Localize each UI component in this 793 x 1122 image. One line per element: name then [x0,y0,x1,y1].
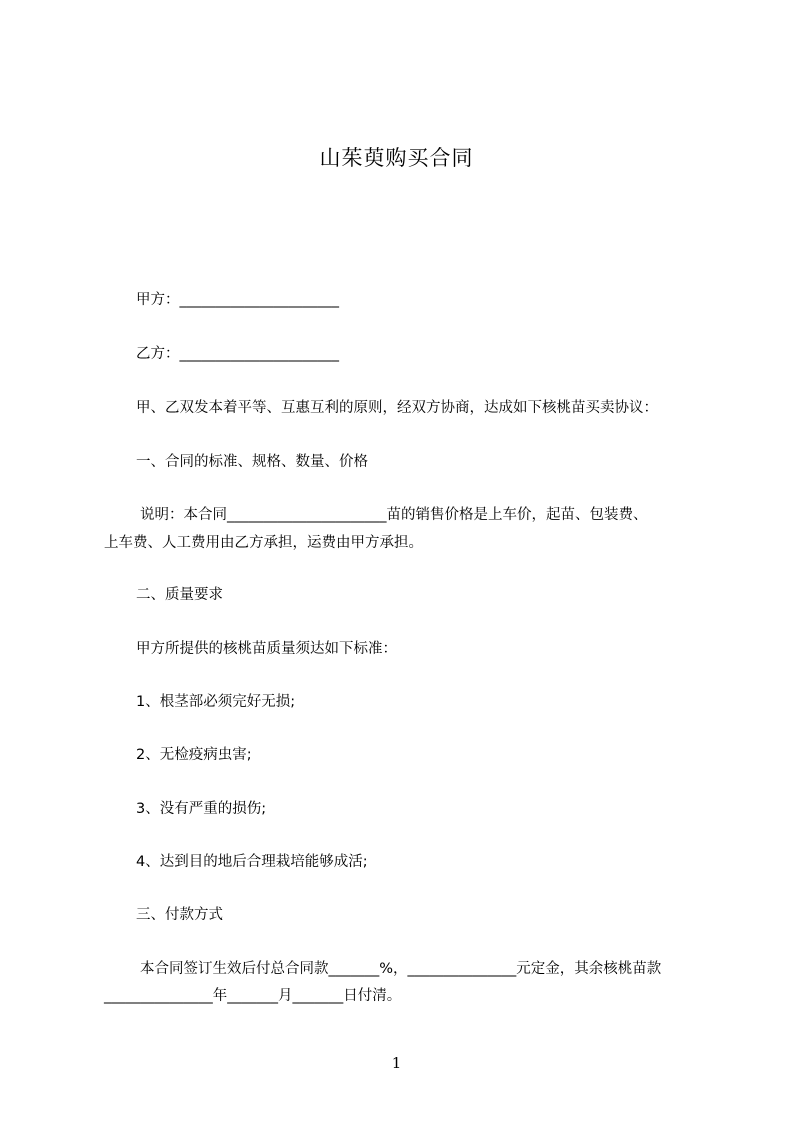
preamble-paragraph: 甲、乙双发本着平等、互惠互利的原则，经双方协商，达成如下核桃苗买卖协议： [136,400,658,416]
quality-intro: 甲方所提供的核桃苗质量须达如下标准： [136,641,397,657]
quality-item-4: 4、达到目的地后合理栽培能够成活; [136,854,368,870]
party-b-line: 乙方：______________________ [136,346,339,362]
price-note-line-2: 上车费、人工费用由乙方承担，运费由甲方承担。 [104,535,423,551]
price-note-line-1: 说明：本合同______________________苗的销售价格是上车价，起苗、包装费、 [140,507,648,523]
payment-line-1: 本合同签订生效后付总合同款_______%，_______________元定金，其余核桃苗款 [140,961,662,977]
section-heading-2: 二、质量要求 [136,587,223,603]
party-a-line: 甲方：______________________ [136,292,339,308]
payment-line-2: _______________年_______月_______日付清。 [104,988,402,1004]
quality-item-1: 1、根茎部必须完好无损; [136,694,296,710]
section-heading-3: 三、付款方式 [136,907,223,923]
section-heading-1: 一、合同的标准、规格、数量、价格 [136,454,368,470]
quality-item-2: 2、无检疫病虫害; [136,747,252,763]
document-title: 山茱萸购买合同 [319,146,474,170]
page-number: 1 [391,1054,402,1072]
quality-item-3: 3、没有严重的损伤; [136,801,267,817]
